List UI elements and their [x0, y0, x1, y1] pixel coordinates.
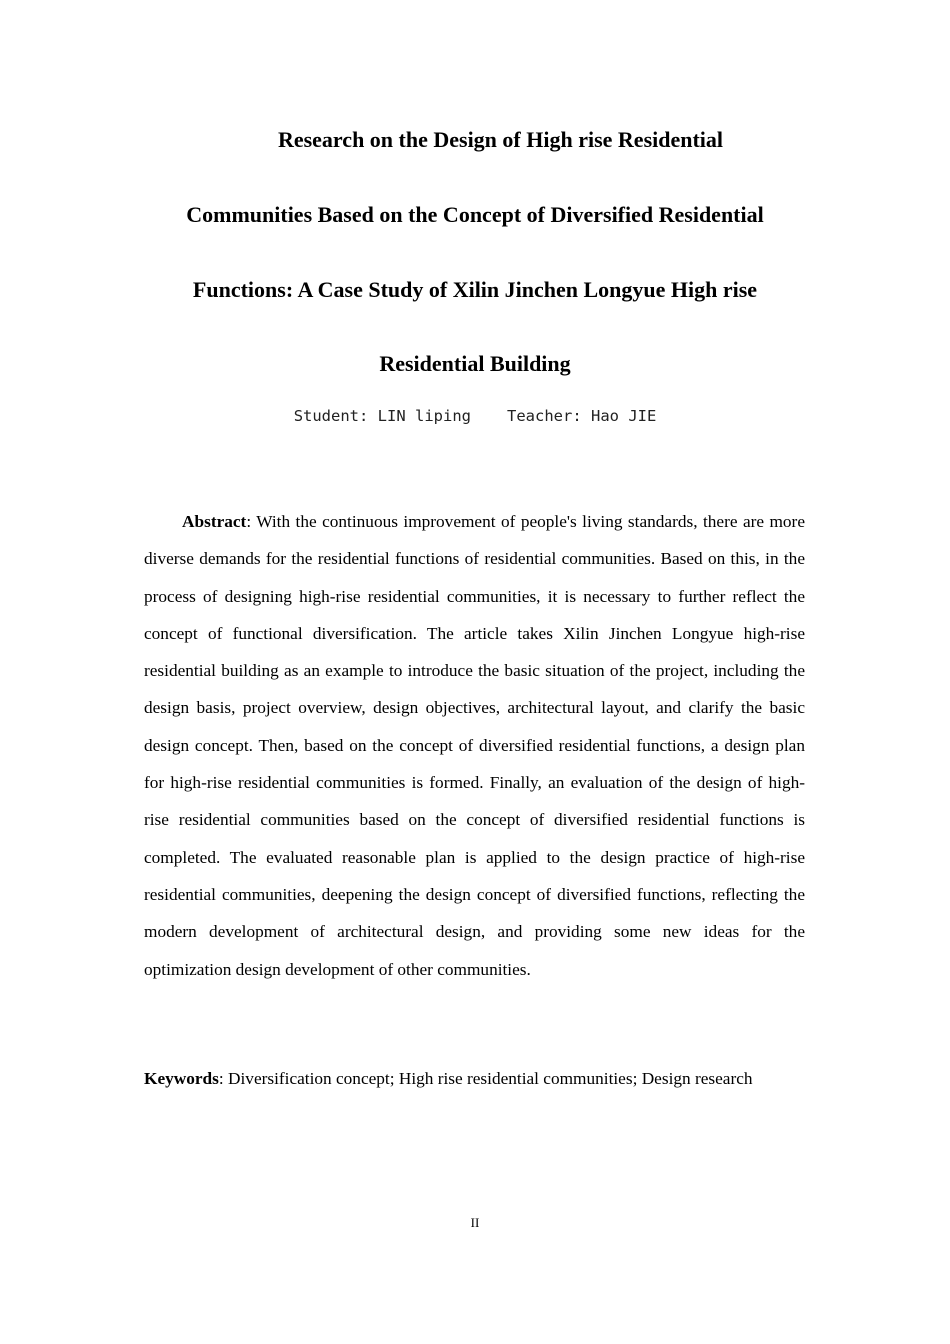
- author-byline: [0, 405, 950, 427]
- title-line-3: Functions: A Case Study of Xilin Jinchen Longyue High rise: [192, 277, 758, 302]
- abstract-separator: :: [246, 512, 257, 531]
- abstract-label: Abstract: [182, 512, 247, 531]
- keywords-paragraph: [144, 1060, 805, 1097]
- teacher-name: Teacher: Hao JIE: [507, 407, 657, 425]
- keywords-label: Keywords: [144, 1069, 219, 1088]
- abstract-paragraph: [144, 503, 805, 988]
- title-line-2: Communities Based on the Concept of Diversified Residential: [186, 202, 764, 227]
- abstract-text: With the continuous improvement of people's living standards, there are more diverse demands for the residential functions of residential communities. Based on this, in the process of designing high-rise residential communities, it is necessary to further reflect the concept of functional diversification. The article takes Xilin Jinchen Longyue high-rise residential building as an example to introduce the basic situation of the project, including the design basis, project overview, design objectives, architectural layout, and clarify the basic design concept. Then, based on the concept of diversified residential functions, a design plan for high-rise residential communities is formed. Finally, an evaluation of the design of high-rise residential communities based on the concept of diversified residential functions is completed. The evaluated reasonable plan is applied to the design practice of high-rise residential communities, deepening the design concept of diversified functions, reflecting the modern development of architectural design, and providing some new ideas for the optimization design development of other communities.: [144, 512, 805, 979]
- keywords-separator: :: [218, 1069, 229, 1088]
- page-number: II: [470, 1215, 480, 1230]
- title-line-4: Residential Building: [379, 351, 571, 376]
- keywords-text: Diversification concept; High rise residential communities; Design research: [228, 1069, 753, 1088]
- title-line-1: Research on the Design of High rise Residential: [277, 127, 724, 152]
- student-name: Student: LIN liping: [293, 407, 471, 425]
